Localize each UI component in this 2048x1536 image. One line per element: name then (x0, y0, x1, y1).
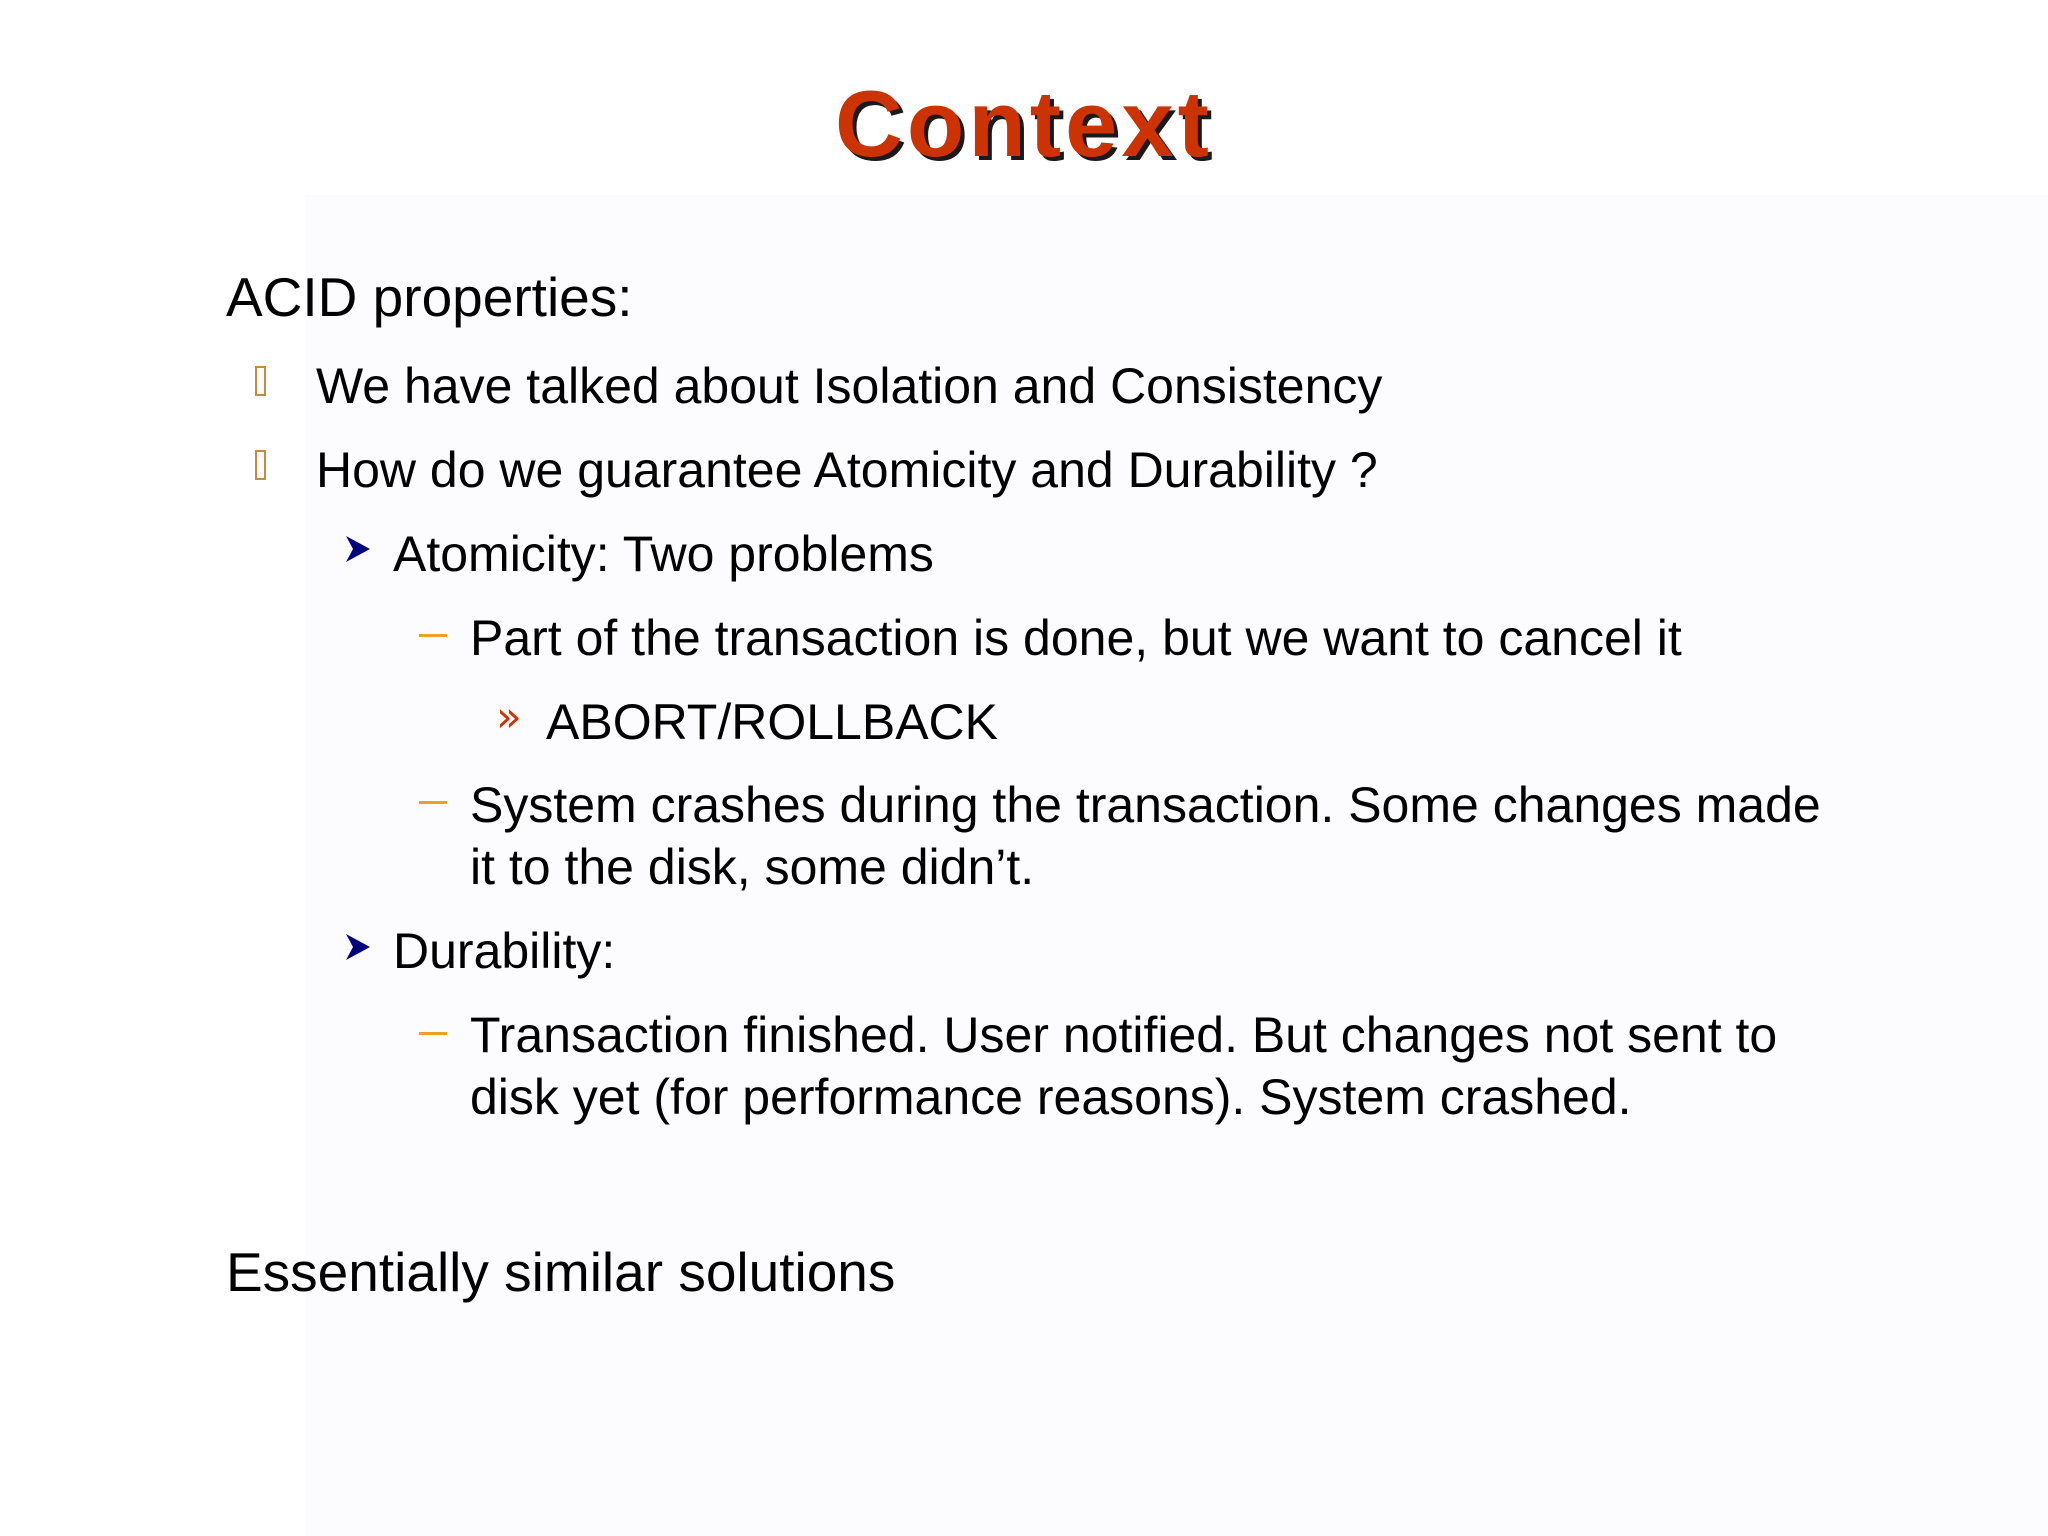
square-bullet-icon (255, 366, 266, 396)
atomicity-problem-2-line-2: it to the disk, some didn’t. (470, 839, 1035, 895)
bullet-atomicity-durability: How do we guarantee Atomicity and Durability ? (316, 442, 1378, 498)
arrowhead-bullet-icon (345, 535, 371, 563)
durability-problem-line-1: Transaction finished. User notified. But changes not sent to (470, 1007, 1778, 1063)
atomicity-problem-1: Part of the transaction is done, but we want to cancel it (470, 610, 1682, 666)
dash-bullet-icon (419, 1032, 447, 1035)
bullet-isolation-consistency: We have talked about Isolation and Consistency (316, 358, 1383, 414)
dash-bullet-icon (419, 634, 447, 637)
atomicity-problem-2-line-1: System crashes during the transaction. Some changes made (470, 777, 1821, 833)
square-bullet-icon (255, 450, 266, 480)
durability-problem-line-2: disk yet (for performance reasons). System crashed. (470, 1069, 1632, 1125)
acid-heading: ACID properties: (226, 266, 633, 328)
durability-label: Durability: (393, 923, 616, 979)
atomicity-label: Atomicity: Two problems (393, 526, 934, 582)
similar-solutions: Essentially similar solutions (226, 1241, 896, 1303)
arrowhead-bullet-icon (345, 933, 371, 961)
abort-rollback: ABORT/ROLLBACK (546, 694, 999, 750)
slide-title: Context (835, 71, 1213, 176)
double-chevron-bullet-icon: » (496, 692, 522, 741)
dash-bullet-icon (419, 801, 447, 804)
